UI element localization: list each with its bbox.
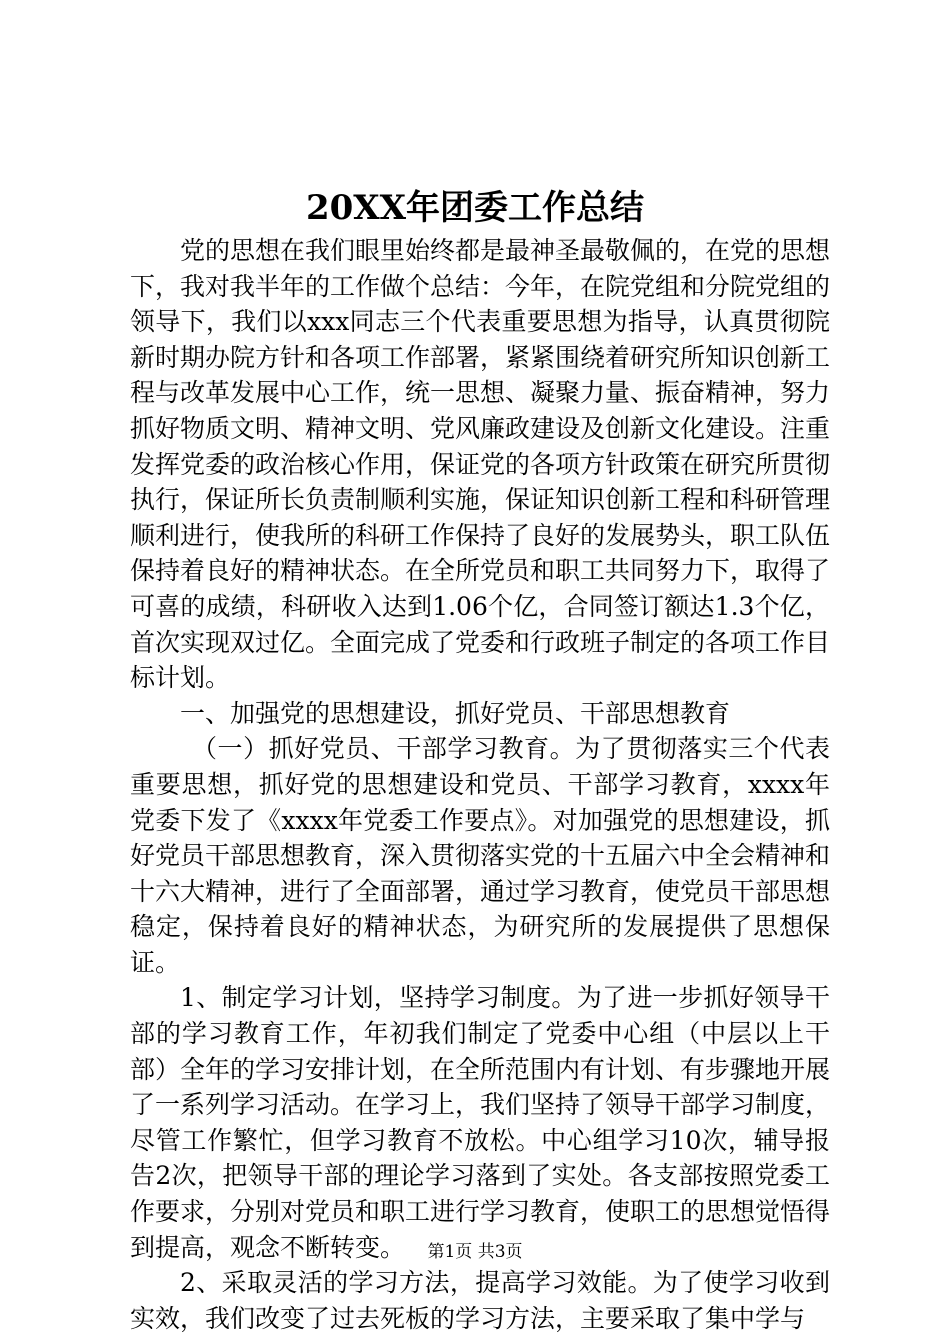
- document-body: [130, 233, 830, 1336]
- paragraph-intro: 党的思想在我们眼里始终都是最神圣最敬佩的，在党的思想下，我对我半年的工作做个总结：今年，在院党组和分院党组的领导下，我们以xxx同志三个代表重要思想为指导，认真贯彻院新时期办院方针和各项工作部署，紧紧围绕着研究所知识创新工程与改革发展中心工作，统一思想、凝聚力量、振奋精神，努力抓好物质文明、精神文明、党风廉政建设及创新文化建设。注重发挥党委的政治核心作用，保证党的各项方针政策在研究所贯彻执行，保证所长负责制顺利实施，保证知识创新工程和科研管理顺利进行，使我所的科研工作保持了良好的发展势头，职工队伍保持着良好的精神状态。在全所党员和职工共同努力下，取得了可喜的成绩，科研收入达到1.06个亿，合同签订额达1.3个亿，首次实现双过亿。全面完成了党委和行政班子制定的各项工作目标计划。: [130, 236, 831, 693]
- paragraph-item-1: 1、制定学习计划，坚持学习制度。为了进一步抓好领导干部的学习教育工作，年初我们制定了党委中心组（中层以上干部）全年的学习安排计划，在全所范围内有计划、有步骤地开展了一系列学习活动。在学习上，我们坚持了领导干部学习制度，尽管工作繁忙，但学习教育不放松。中心组学习10次，辅导报告2次，把领导干部的理论学习落到了实处。各支部按照党委工作要求，分别对党员和职工进行学习教育，使职工的思想觉悟得到提高，观念不断转变。: [130, 983, 831, 1262]
- page-title: 20XX年团委工作总结: [305, 188, 645, 228]
- paragraph-item-2: 2、采取灵活的学习方法，提高学习效能。为了使学习收到实效，我们改变了过去死板的学习方法，主要采取了集中学与: [130, 1268, 830, 1333]
- section-heading: 一、加强党的思想建设，抓好党员、干部思想教育: [180, 698, 731, 728]
- subsection-paragraph: （一）抓好党员、干部学习教育。为了贯彻落实三个代表重要思想，抓好党的思想建设和党员、干部学习教育，xxxx年党委下发了《xxxx年党委工作要点》。对加强党的思想建设，抓好党员干部思想教育，深入贯彻落实党的十五届六中全会精神和十六大精神，进行了全面部署，通过学习教育，使党员干部思想稳定，保持着良好的精神状态，为研究所的发展提供了思想保证。: [130, 734, 831, 977]
- page-footer: 第1页 共3页: [427, 1242, 523, 1262]
